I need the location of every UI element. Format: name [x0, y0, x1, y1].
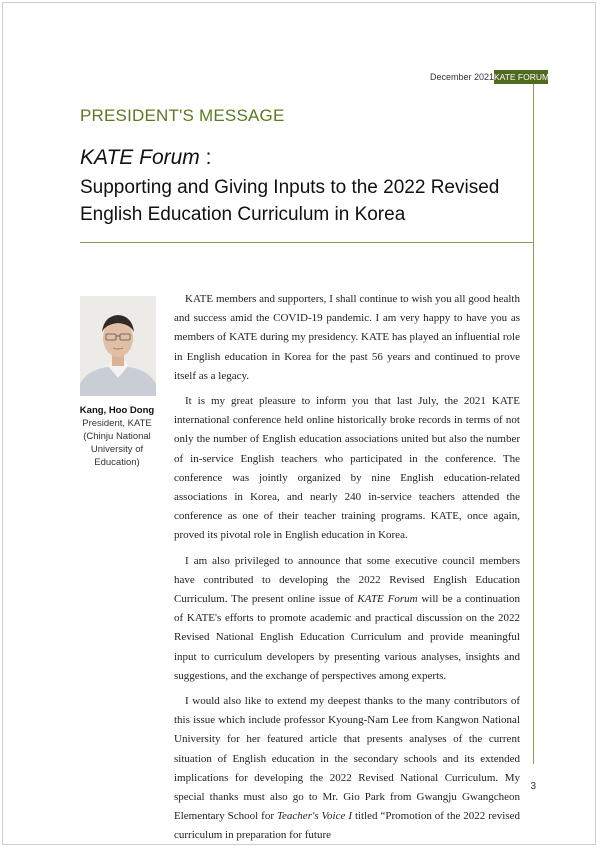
author-name: Kang, Hoo Dong	[79, 405, 155, 416]
section-label: PRESIDENT'S MESSAGE	[80, 106, 285, 125]
forum-name: KATE Forum	[80, 146, 200, 169]
title-line: English Education Curriculum in Korea	[80, 204, 406, 225]
forum-colon: :	[199, 146, 212, 169]
title-line: Supporting and Giving Inputs to the 2022 Revised	[80, 177, 500, 198]
paragraph-3	[174, 552, 520, 686]
author-affiliation-line: University of	[90, 444, 144, 455]
paragraph-4	[174, 692, 520, 846]
publication-badge: KATE FORUM	[494, 72, 550, 82]
author-photo	[80, 296, 156, 396]
paragraph-1: KATE members and supporters, I shall continue to wish you all good health and success amid the COVID-19 pandemic. I am very happy to have you as members of KATE during my presidency. KATE has played an influential role in English education in Korea for the past 56 years and continued to prove itself as a legacy.	[174, 293, 520, 382]
message-body	[174, 290, 520, 852]
author-affiliation-line: (Chinju National	[83, 431, 151, 442]
paragraph-4-text: titled “Promotion of the 2022 revised curriculum in preparation for future	[174, 810, 520, 842]
author-affiliation-line: Education)	[94, 457, 140, 468]
author-caption	[76, 404, 158, 469]
issue-date: December 2021	[430, 72, 495, 82]
paragraph-4-text: I would also like to extend my deepest thanks to the many contributors of this issue which include professor Kyoung-Nam Lee from Kangwon National University for her featured article that presents analyses of the current situation of English education in the secondary schools and its extended implications for developing the 2022 Revised National Curriculum. My special thanks must also go to Mr. Gio Park from Gwangju Gwangcheon Elementary School for	[174, 695, 520, 823]
paragraph-2: It is my great pleasure to inform you that last July, the 2021 KATE international conference held online historically broke records in terms of not only the number of English education associations united but also the number of in-service English teachers who participated in the conference. The conference was jointly organized by nine English education-related associations in Korea, and nearly 240 in-service teachers attended the conference as one of their teacher training programs. KATE, once again, proved its pivotal role in English education in Korea.	[174, 395, 520, 542]
paragraph-3-text: I am also privileged to announce that some executive council members have contributed to developing the 2022 Revised English Education Curriculum. The present online issue of	[174, 554, 520, 606]
horizontal-rule	[80, 242, 534, 243]
forum-heading	[80, 146, 211, 170]
column-title: Teacher's Voice I	[276, 810, 352, 823]
page-number: 3	[530, 781, 536, 792]
vertical-rule	[533, 84, 534, 764]
journal-title: KATE Forum	[357, 593, 418, 606]
portrait-illustration	[80, 296, 156, 396]
article-title	[80, 174, 530, 228]
paragraph-3-text: will be a continuation of KATE's efforts to promote academic and practical discussion on the 2022 Revised National English Education Curriculum and provide meaningful input to curriculum developers by presenting various analyses, insights and suggestions, and the exchange of perspectives among experts.	[174, 593, 520, 682]
author-role: President, KATE	[82, 418, 152, 429]
